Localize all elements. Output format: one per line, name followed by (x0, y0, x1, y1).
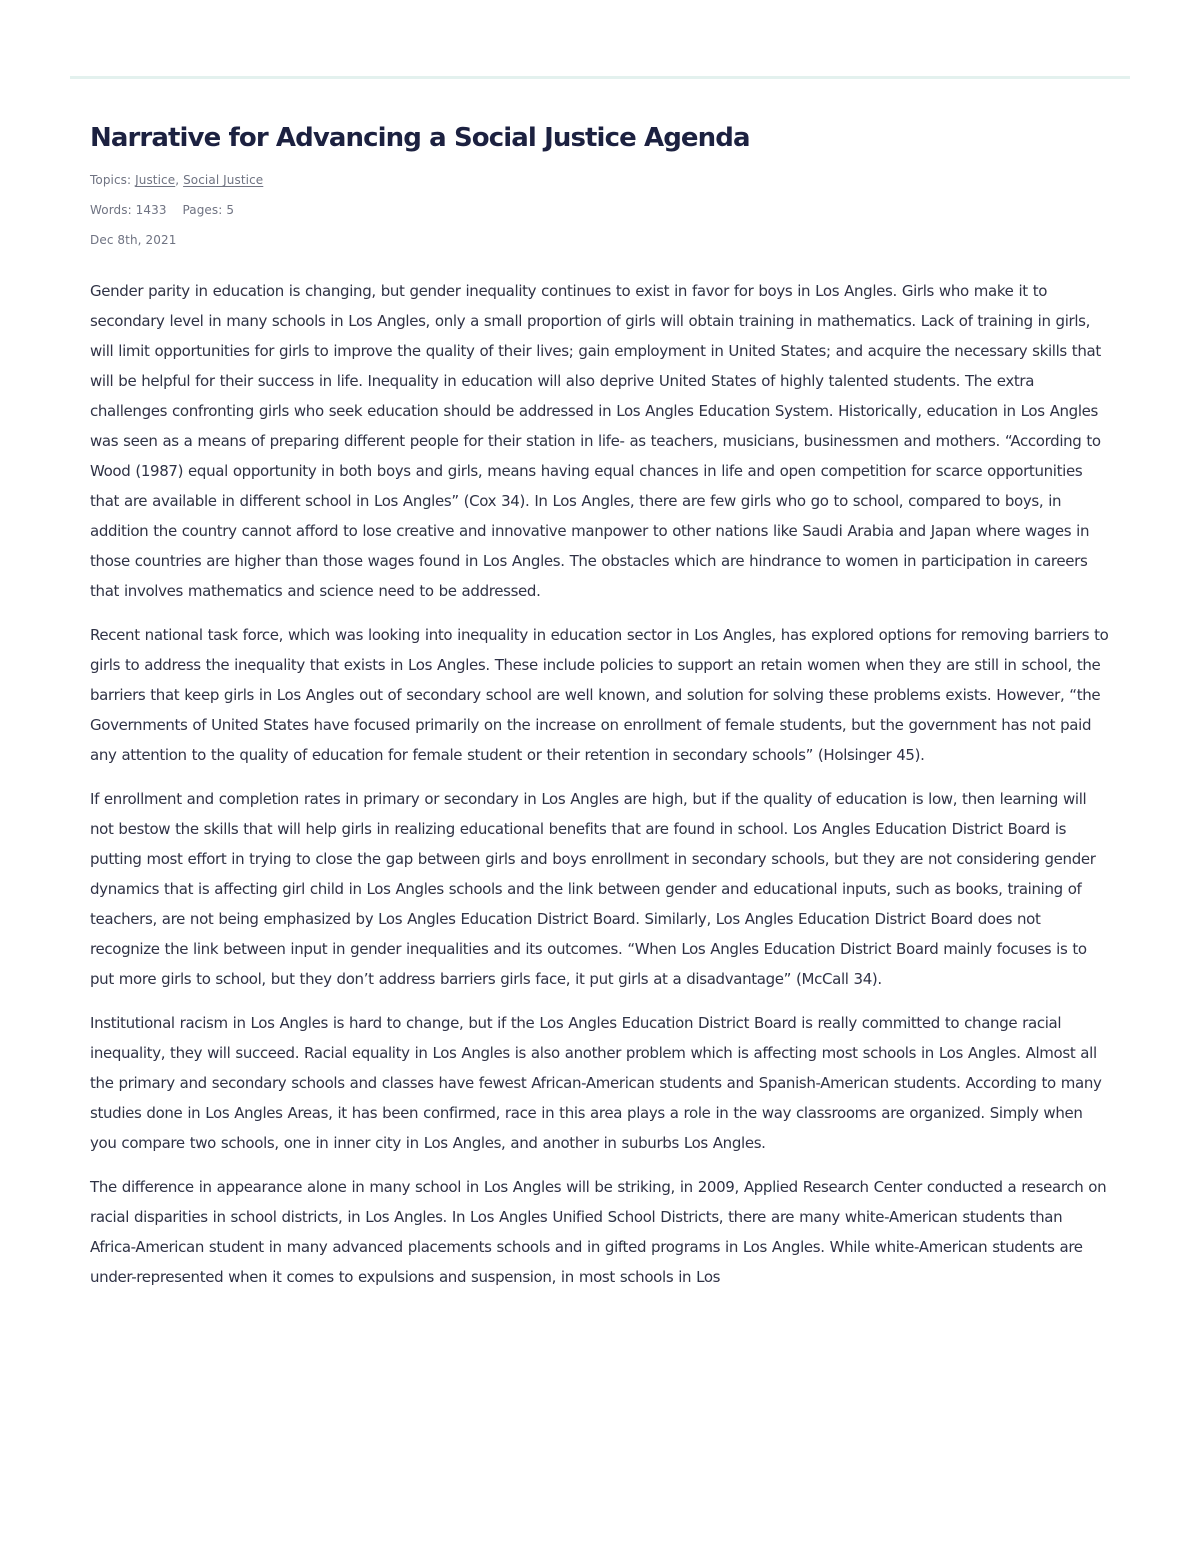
top-divider (70, 76, 1130, 79)
article-body (90, 276, 1112, 1292)
publish-date: Dec 8th, 2021 (90, 233, 177, 247)
word-count: 1433 (135, 203, 167, 217)
topic-link-social-justice[interactable]: Social Justice (183, 173, 264, 187)
words-label: Words: (90, 203, 132, 217)
paragraph: If enrollment and completion rates in primary or secondary in Los Angles are high, but if the quality of education is low, then learning will not bestow the skills that will help girls in realizing educational benefits that are found in school. Los Angles Education District Board is putting most effort in trying to close the gap between girls and boys enrollment in secondary schools, but they are not considering gender dynamics that is affecting girl child in Los Angles schools and the link between gender and educational inputs, such as books, training of teachers, are not being emphasized by Los Angles Education District Board. Similarly, Los Angles Education District Board does not recognize the link between input in gender inequalities and its outcomes. “When Los Angles Education District Board mainly focuses is to put more girls to school, but they don’t address barriers girls face, it put girls at a disadvantage” (McCall 34). (90, 790, 1096, 988)
article (90, 118, 1112, 1306)
page-title: Narrative for Advancing a Social Justice Agenda (90, 123, 750, 153)
paragraph: The difference in appearance alone in many school in Los Angles will be striking, in 2009, Applied Research Center conducted a research on racial disparities in school districts, in Los Angles. In Los Angles Unified School Districts, there are many white-American students than Africa-American student in many advanced placements schools and in gifted programs in Los Angles. While white-American students are under-represented when it comes to expulsions and suspension, in most schools in Los (90, 1178, 1107, 1286)
pages-label: Pages: (182, 203, 223, 217)
paragraph: Recent national task force, which was looking into inequality in education sector in Los Angles, has explored options for removing barriers to girls to address the inequality that exists in Los Angles. These include policies to support an retain women when they are still in school, the barriers that keep girls in Los Angles out of secondary school are well known, and solution for solving these problems exists. However, “the Governments of United States have focused primarily on the increase on enrollment of female students, but the government has not paid any attention to the quality of education for female student or their retention in secondary schools” (Holsinger 45). (90, 626, 1109, 764)
paragraph: Institutional racism in Los Angles is hard to change, but if the Los Angles Education District Board is really committed to change racial inequality, they will succeed. Racial equality in Los Angles is also another problem which is affecting most schools in Los Angles. Almost all the primary and secondary schools and classes have fewest African-American students and Spanish-American students. According to many studies done in Los Angles Areas, it has been confirmed, race in this area plays a role in the way classrooms are organized. Simply when you compare two schools, one in inner city in Los Angles, and another in suburbs Los Angles. (90, 1014, 1102, 1152)
topics-row (90, 172, 1112, 188)
paragraph: Gender parity in education is changing, but gender inequality continues to exist in favor for boys in Los Angles. Girls who make it to secondary level in many schools in Los Angles, only a small proportion of girls will obtain training in mathematics. Lack of training in girls, will limit opportunities for girls to improve the quality of their lives; gain employment in United States; and acquire the necessary skills that will be helpful for their success in life. Inequality in education will also deprive United States of highly talented students. The extra challenges confronting girls who seek education should be addressed in Los Angles Education System. Historically, education in Los Angles was seen as a means of preparing different people for their station in life- as teachers, musicians, businessmen and mothers. “According to Wood (1987) equal opportunity in both boys and girls, means having equal chances in life and open competition for scarce opportunities that are available in different school in Los Angles” (Cox 34). In Los Angles, there are few girls who go to school, compared to boys, in addition the country cannot afford to lose creative and innovative manpower to other nations like Saudi Arabia and Japan where wages in those countries are higher than those wages found in Los Angles. The obstacles which are hindrance to women in participation in careers that involves mathematics and science need to be addressed. (90, 282, 1101, 600)
topics-separator: , (175, 173, 180, 187)
topics-label: Topics: (90, 173, 132, 187)
document-stats (90, 202, 1112, 218)
topic-link-justice[interactable]: Justice (135, 173, 176, 187)
page-count: 5 (226, 203, 235, 217)
